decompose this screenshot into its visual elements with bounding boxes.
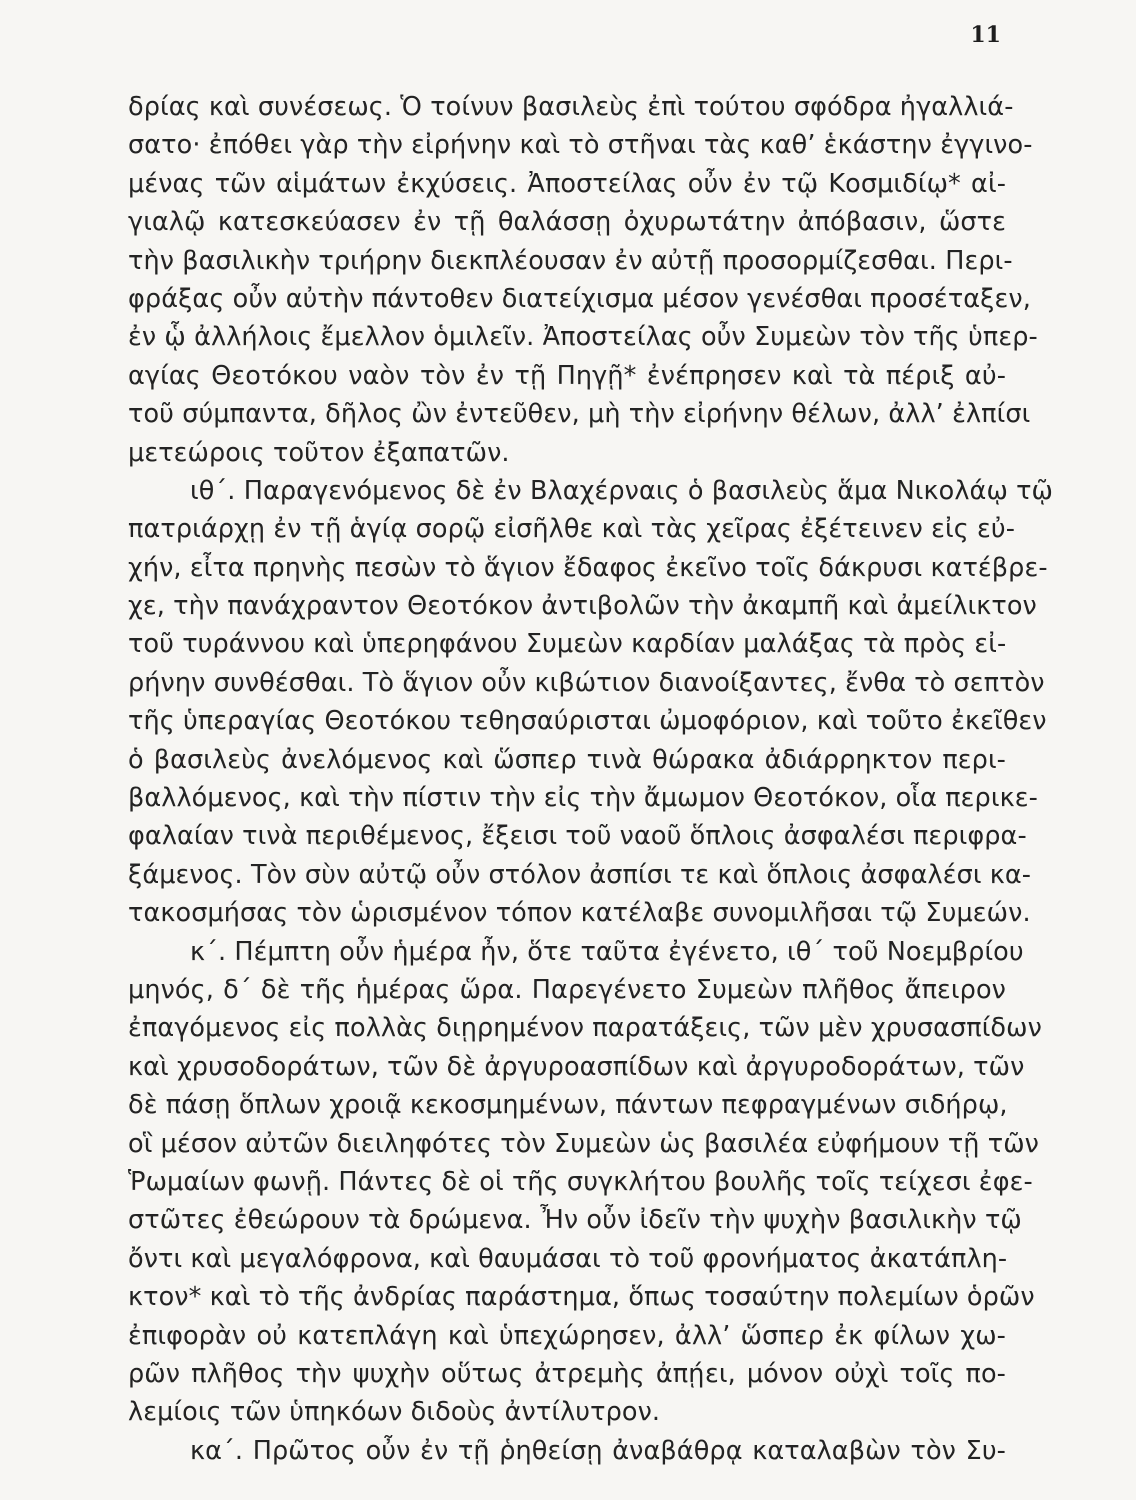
text-line: καὶ χρυσοδοράτων, τῶν δὲ ἀργυροασπίδων καὶ ἀργυροδοράτων, τῶν	[128, 1051, 1025, 1082]
text-line: κ΄. Πέμπτη οὖν ἡμέρα ἦν, ὅτε ταῦτα ἐγένετο, ιθ΄ τοῦ Νοεμβρίου	[190, 936, 1024, 967]
text-line: ρῶν πλῆθος τὴν ψυχὴν οὕτως ἀτρεμὴς ἀπῄει, μόνον οὐχὶ τοῖς πο-	[128, 1358, 1006, 1389]
text-line: ιθ΄. Παραγενόμενος δὲ ἐν Βλαχέρναις ὁ βασιλεὺς ἅμα Νικολάῳ τῷ	[190, 475, 1054, 506]
text-line: ξάμενος. Τὸν σὺν αὐτῷ οὖν στόλον ἀσπίσι τε καὶ ὅπλοις ἀσφαλέσι κα-	[128, 859, 1032, 890]
text-line: ἐπαγόμενος εἰς πολλὰς διῃρημένον παρατάξεις, τῶν μὲν χρυσασπίδων	[128, 1013, 1042, 1044]
text-line: ρήνην συνθέσθαι. Τὸ ἅγιον οὖν κιβώτιον διανοίξαντες, ἔνθα τὸ σεπτὸν	[128, 667, 1045, 698]
text-line: πατριάρχῃ ἐν τῇ ἁγίᾳ σορῷ εἰσῆλθε καὶ τὰς χεῖρας ἐξέτεινεν εἰς εὐ-	[128, 514, 1016, 545]
text-line: βαλλόμενος, καὶ τὴν πίστιν τὴν εἰς τὴν ἄμωμον Θεοτόκον, οἷα περικε-	[128, 783, 1038, 814]
text-line: τὴν βασιλικὴν τριήρην διεκπλέουσαν ἐν αὐτῇ προσορμίζεσθαι. Περι-	[128, 245, 1013, 276]
text-line: σατο· ἐπόθει γὰρ τὴν εἰρήνην καὶ τὸ στῆναι τὰς καθ’ ἑκάστην ἐγγινο-	[128, 130, 1033, 161]
text-line: μηνός, δ΄ δὲ τῆς ἡμέρας ὥρα. Παρεγένετο Συμεὼν πλῆθος ἄπειρον	[128, 974, 1006, 1005]
text-line: τοῦ τυράννου καὶ ὑπερηφάνου Συμεὼν καρδίαν μαλάξας τὰ πρὸς εἰ-	[128, 629, 1007, 660]
text-line: τῆς ὑπεραγίας Θεοτόκου τεθησαύρισται ὠμοφόριον, καὶ τοῦτο ἐκεῖθεν	[128, 706, 1047, 737]
text-line: φράξας οὖν αὐτὴν πάντοθεν διατείχισμα μέσον γενέσθαι προσέταξεν,	[128, 283, 1031, 314]
text-line: μετεώροις τοῦτον ἐξαπατῶν.	[128, 437, 510, 468]
text-line: κτον* καὶ τὸ τῆς ἀνδρίας παράστημα, ὅπως τοσαύτην πολεμίων ὁρῶν	[128, 1282, 1035, 1313]
text-line: δὲ πάσῃ ὅπλων χροιᾷ κεκοσμημένων, πάντων πεφραγμένων σιδήρῳ,	[128, 1090, 1008, 1121]
text-line: χε, τὴν πανάχραντον Θεοτόκον ἀντιβολῶν τὴν ἀκαμπῆ καὶ ἀμείλικτον	[128, 591, 1037, 622]
text-line: Ῥωμαίων φωνῇ. Πάντες δὲ οἱ τῆς συγκλήτου βουλῆς τοῖς τείχεσι ἐφε-	[128, 1166, 1033, 1197]
text-line: μένας τῶν αἱμάτων ἐκχύσεις. Ἀποστείλας οὖν ἐν τῷ Κοσμιδίῳ* αἰ-	[128, 168, 1006, 199]
text-line: δρίας καὶ συνέσεως. Ὁ τοίνυν βασιλεὺς ἐπὶ τούτου σφόδρα ἠγαλλιά-	[128, 92, 1014, 122]
text-line: αγίας Θεοτόκου ναὸν τὸν ἐν τῇ Πηγῇ* ἐνέπρησεν καὶ τὰ πέριξ αὐ-	[128, 360, 1006, 391]
text-line: ὁ βασιλεὺς ἀνελόμενος καὶ ὥσπερ τινὰ θώρακα ἀδιάρρηκτον περι-	[128, 744, 1006, 775]
text-line: οἳ μέσον αὐτῶν διειληφότες τὸν Συμεὼν ὡς βασιλέα εὐφήμουν τῇ τῶν	[128, 1128, 1039, 1159]
text-line: τοῦ σύμπαντα, δῆλος ὢν ἐντεῦθεν, μὴ τὴν εἰρήνην θέλων, ἀλλ’ ἐλπίσι	[128, 399, 1031, 430]
text-line: χήν, εἶτα πρηνὴς πεσὼν τὸ ἅγιον ἔδαφος ἐκεῖνο τοῖς δάκρυσι κατέβρε-	[128, 552, 1048, 583]
page-number: 11	[970, 22, 1001, 48]
text-line: τακοσμήσας τὸν ὡρισμένον τόπον κατέλαβε συνομιλῆσαι τῷ Συμεών.	[128, 898, 1031, 929]
text-line: φαλαίαν τινὰ περιθέμενος, ἔξεισι τοῦ ναοῦ ὅπλοις ἀσφαλέσι περιφρα-	[128, 821, 1027, 852]
text-line: γιαλῷ κατεσκεύασεν ἐν τῇ θαλάσσῃ ὀχυρωτάτην ἀπόβασιν, ὥστε	[128, 207, 1006, 238]
text-line: κα΄. Πρῶτος οὖν ἐν τῇ ῥηθείσῃ ἀναβάθρᾳ καταλαβὼν τὸν Συ-	[190, 1435, 1006, 1466]
body-text	[128, 88, 1054, 1470]
text-line: λεμίοις τῶν ὑπηκόων διδοὺς ἀντίλυτρον.	[128, 1397, 661, 1428]
text-line: ἐπιφορὰν οὐ κατεπλάγη καὶ ὑπεχώρησεν, ἀλλ’ ὥσπερ ἐκ φίλων χω-	[128, 1320, 1006, 1351]
text-line: στῶτες ἐθεώρουν τὰ δρώμενα. Ἦν οὖν ἰδεῖν τὴν ψυχὴν βασιλικὴν τῷ	[128, 1205, 1022, 1236]
text-line: ὄντι καὶ μεγαλόφρονα, καὶ θαυμάσαι τὸ τοῦ φρονήματος ἀκατάπλη-	[128, 1243, 1008, 1274]
text-line: ἐν ᾧ ἀλλήλοις ἔμελλον ὁμιλεῖν. Ἀποστείλας οὖν Συμεὼν τὸν τῆς ὑπερ-	[128, 322, 1038, 353]
